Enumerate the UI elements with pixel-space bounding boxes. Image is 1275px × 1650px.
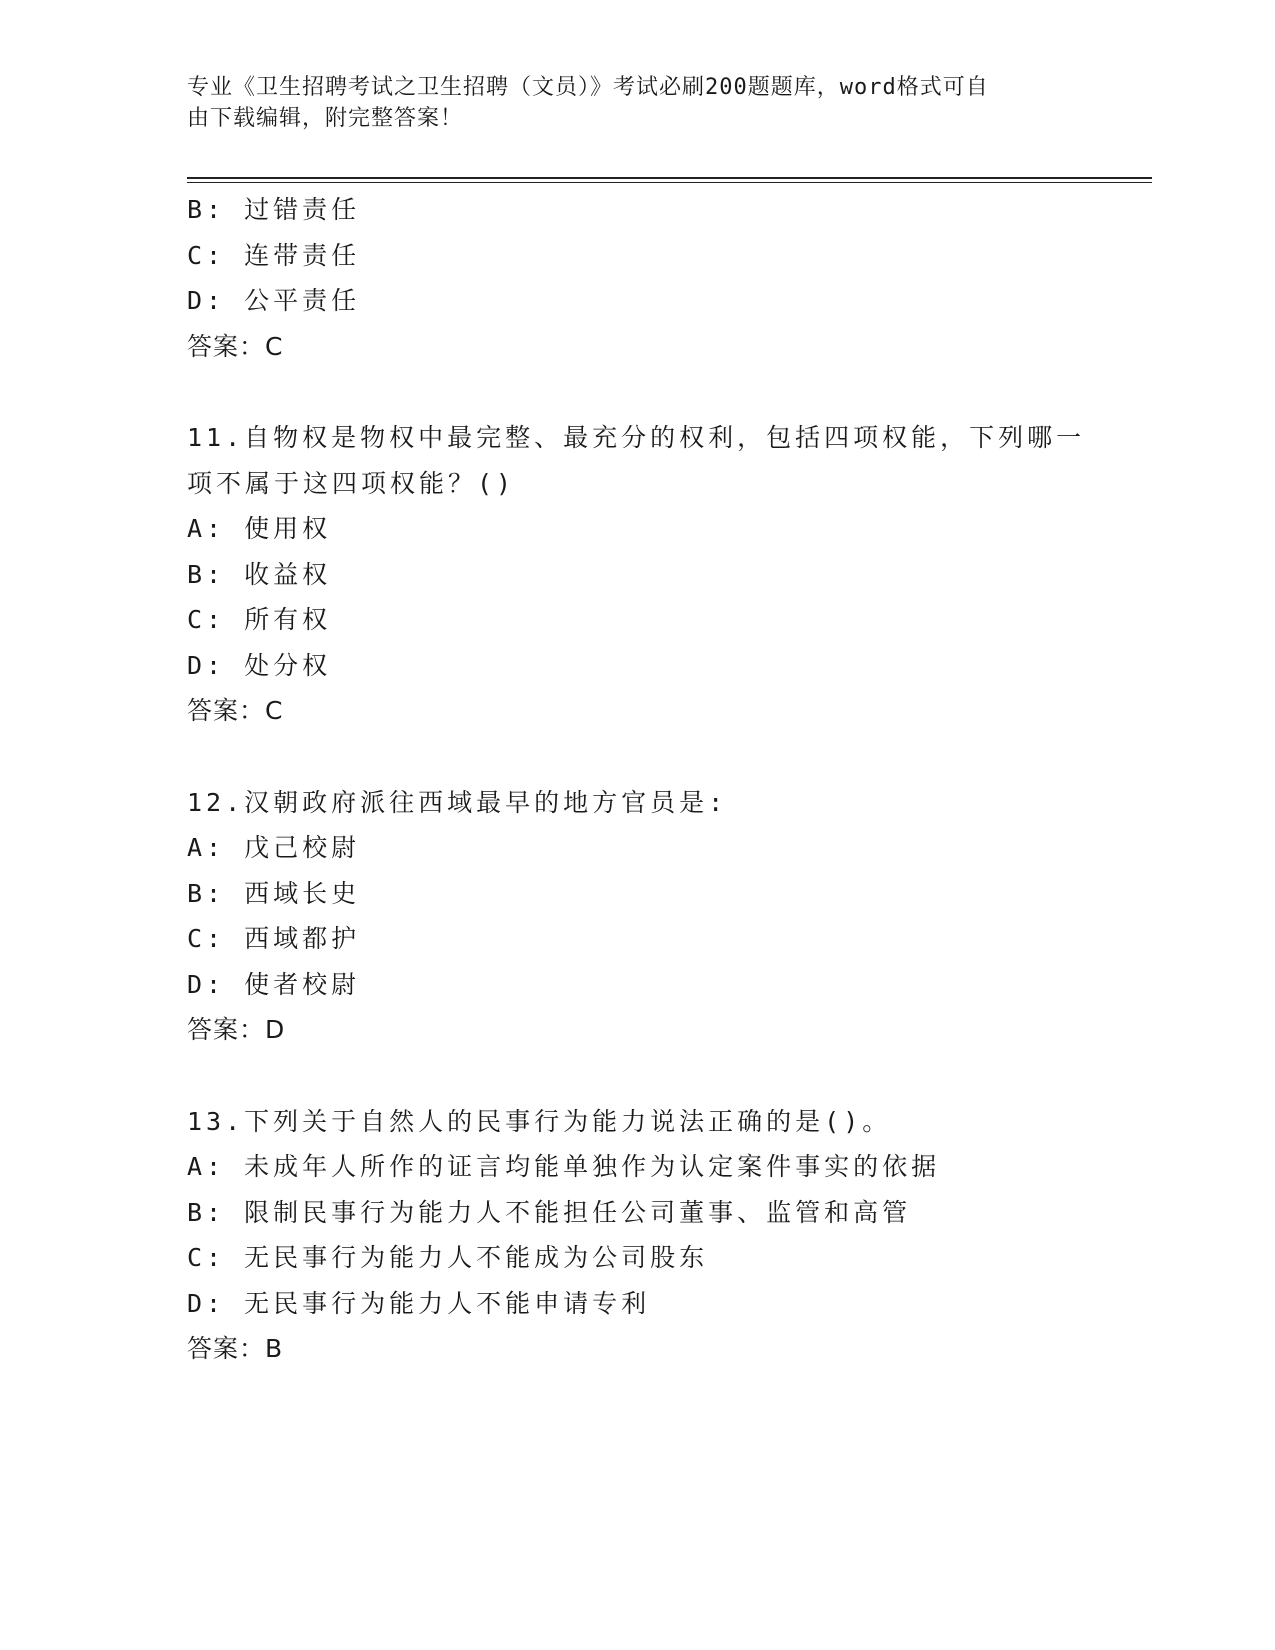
option-c: C: 所有权: [187, 605, 332, 634]
option-a: A: 未成年人所作的证言均能单独作为认定案件事实的依据: [187, 1152, 941, 1181]
option-b: B: 过错责任: [187, 195, 361, 224]
question-text-continued: 项不属于这四项权能？(): [187, 468, 516, 498]
option-b: B: 西域长史: [187, 878, 361, 908]
option-d: D: 公平责任: [187, 286, 361, 315]
document-header: [187, 72, 1087, 134]
document-body: [187, 187, 1087, 1372]
option-b: B: 限制民事行为能力人不能担任公司董事、监管和高管: [187, 1197, 912, 1227]
option-d: D: 处分权: [187, 650, 332, 680]
question-text: 12.汉朝政府派往西域最早的地方官员是:: [187, 787, 728, 817]
question-11: [187, 415, 1087, 734]
answer-line: 答案：C: [187, 331, 284, 361]
header-divider: [187, 177, 1152, 179]
header-divider-thin: [187, 182, 1152, 183]
option-a: A: 使用权: [187, 514, 332, 543]
option-d: D: 无民事行为能力人不能申请专利: [187, 1288, 651, 1318]
header-intro-line-1: 专业《卫生招聘考试之卫生招聘（文员）》考试必刷200题题库，word格式可自: [187, 75, 989, 100]
option-b: B: 收益权: [187, 559, 332, 589]
question-text: 11.自物权是物权中最完整、最充分的权利，包括四项权能，下列哪一: [187, 423, 1086, 452]
option-d: D: 使者校尉: [187, 969, 361, 999]
question-text: 13.下列关于自然人的民事行为能力说法正确的是()。: [187, 1106, 892, 1136]
answer-line: 答案：D: [187, 1015, 286, 1044]
option-c: C: 连带责任: [187, 240, 361, 270]
option-c: C: 西域都护: [187, 924, 361, 953]
previous-question-tail: [187, 187, 1087, 369]
header-intro-line-2: 由下载编辑，附完整答案！: [187, 106, 464, 131]
option-a: A: 戊己校尉: [187, 833, 361, 862]
question-12: [187, 780, 1087, 1053]
question-13: [187, 1099, 1087, 1372]
answer-line: 答案：B: [187, 1334, 284, 1363]
option-c: C: 无民事行为能力人不能成为公司股东: [187, 1243, 709, 1272]
answer-line: 答案：C: [187, 696, 284, 725]
